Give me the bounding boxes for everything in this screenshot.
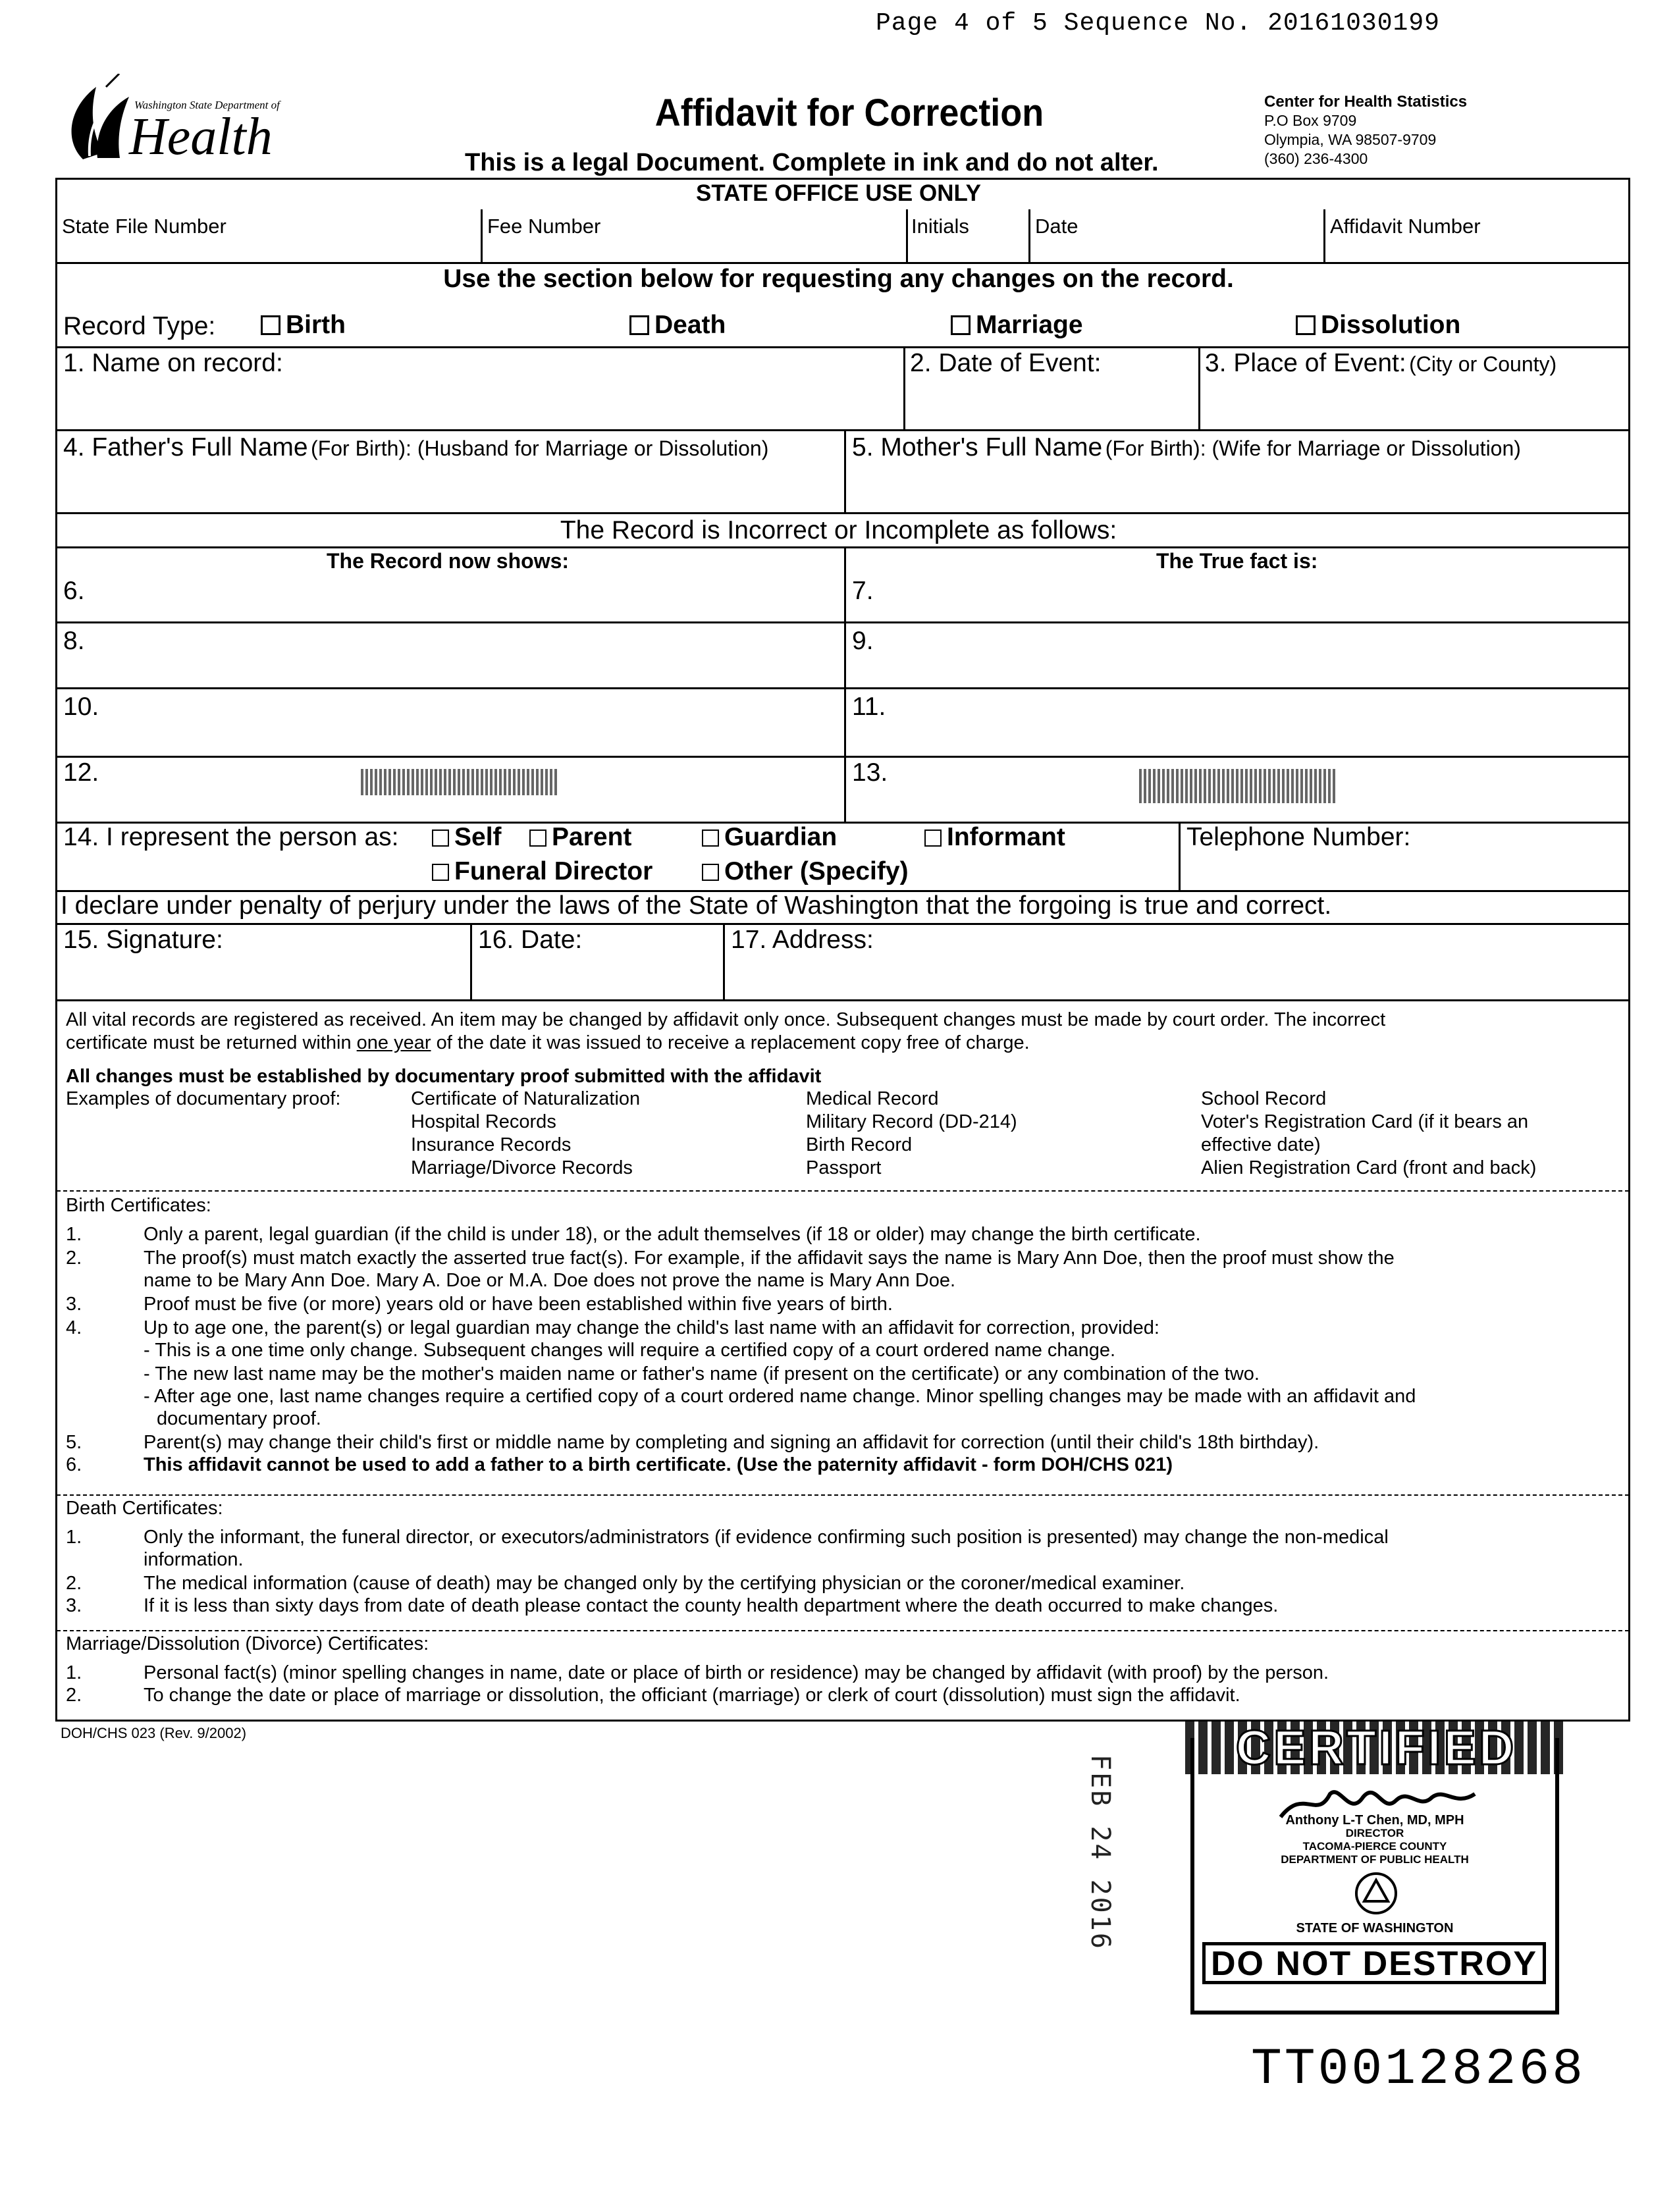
corrections-heading: The Record is Incorrect or Incomplete as follows: [560,516,1117,544]
proof-column-2: Medical Record Military Record (DD-214) Birth Record Passport [806,1088,1017,1178]
field-date-of-event[interactable]: 2. Date of Event: [910,349,1102,377]
logo-department-text: Washington State Department of [134,99,280,111]
center-phone: (360) 236-4300 [1264,150,1368,167]
checkbox-icon [924,830,942,847]
stamp-certified: CERTIFIED [1235,1720,1517,1775]
represent-guardian[interactable]: Guardian [702,823,837,852]
center-box: P.O Box 9709 [1264,112,1357,129]
represent-self[interactable]: Self [432,823,502,852]
date-stamp: FEB 24 2016 [1085,1754,1115,1951]
redaction-smudge [361,769,558,795]
checkbox-icon [1296,315,1316,335]
represent-parent[interactable]: Parent [529,823,631,852]
form-title: Affidavit for Correction [654,92,1044,134]
checkbox-icon [702,830,719,847]
field-name-on-record[interactable]: 1. Name on record: [63,349,283,377]
correction-10[interactable]: 10. [63,693,99,721]
center-city: Olympia, WA 98507-9709 [1264,131,1437,148]
state-seal-icon [1351,1868,1401,1918]
stamp-director-block: Anthony L-T Chen, MD, MPH DIRECTOR TACOMA-PIERCE COUNTY DEPARTMENT OF PUBLIC HEALTH [1281,1813,1469,1866]
examples-label: Examples of documentary proof: [66,1088,341,1109]
office-heading: STATE OFFICE USE ONLY [695,180,981,206]
correction-12[interactable]: 12. [63,758,99,787]
birth-list: 1. Only a parent, legal guardian (if the child is under 18), or the adult themselves (if 18 or older) may change the birth certificate. 2. The proof(s) must match exactly the asserted true fact(s). For example, if the affidavit says the name is Mary Ann Doe, then the proof must show the name to be Mary Ann Doe. Mary A. Doe or M.A. Doe does not prove the name is Mary Ann Doe. 3. Proof must be five (or more) years old or have been established within five years of birth. 4. Up to age one, the parent(s) or legal guardian may change the child's last name with an affidavit for correction, provided: - This is a one time only change. Subsequent changes will require a certified copy of a court ordered name change. - The new last name may be the mother's maiden name or father's name (if present on the certificate) or any combination of the two. - After age one, last name changes require a certified copy of a court ordered name change. Minor spelling changes may be made with an affidavit and documentary proof. 5. Parent(s) may change their child's first or middle name by completing and signing an affidavit for correction (until their child's 18th birthday). 6. This affidavit cannot be used to add a father to a birth certificate. (Use the paternity affidavit - form DOH/CHS 021) [66,1224,1416,1475]
correction-6[interactable]: 6. [63,577,85,605]
field-initials[interactable]: Initials [911,215,969,238]
field-affidavit-number[interactable]: Affidavit Number [1330,215,1481,238]
proof-column-3: School Record Voter's Registration Card (if it bears an effective date) Alien Registration Card (front and back) [1201,1088,1537,1178]
checkbox-icon [432,864,449,881]
birth-heading: Birth Certificates: [66,1195,211,1216]
record-type-marriage[interactable]: Marriage [951,311,1083,340]
field-father-name[interactable]: 4. Father's Full Name (For Birth): (Husband for Marriage or Dissolution) [63,433,769,461]
represent-other[interactable]: Other (Specify) [702,857,909,886]
field-mother-name[interactable]: 5. Mother's Full Name (For Birth): (Wife for Marriage or Dissolution) [852,433,1521,461]
correction-11[interactable]: 11. [852,693,886,721]
logo-health-text: Health [129,108,273,166]
field-state-file-number[interactable]: State File Number [62,215,226,238]
record-now-shows-heading: The Record now shows: [327,549,570,573]
field-date[interactable]: Date [1035,215,1078,238]
proof-column-1: Certificate of Naturalization Hospital Records Insurance Records Marriage/Divorce Records [411,1088,641,1178]
control-number: TT00128268 [1251,2041,1586,2099]
checkbox-icon [261,315,280,335]
field-signature-date[interactable]: 16. Date: [478,926,583,954]
checkbox-icon [702,864,719,881]
declaration-text: I declare under penalty of perjury under the laws of the State of Washington that the forgoing is true and correct. [61,891,1332,920]
record-type-birth[interactable]: Birth [261,311,346,340]
field-signature[interactable]: 15. Signature: [63,926,223,954]
form-id: DOH/CHS 023 (Rev. 9/2002) [61,1725,247,1741]
field-fee-number[interactable]: Fee Number [487,215,601,238]
death-list: 1. Only the informant, the funeral director, or executors/administrators (if evidence confirming such position is presented) may change the non-medical information. 2. The medical information (cause of death) may be changed only by the certifying physician or the coroner/medical examiner. 3. If it is less than sixty days from date of death please contact the county health department where the death occurred to make changes. [66,1527,1389,1616]
death-heading: Death Certificates: [66,1498,223,1519]
sequence-line: Page 4 of 5 Sequence No. 20161030199 [876,9,1440,38]
correction-9[interactable]: 9. [852,627,874,655]
represent-label: 14. I represent the person as: [63,823,399,851]
stamp-do-not-destroy: DO NOT DESTROY [1202,1942,1546,1984]
field-telephone-number[interactable]: Telephone Number: [1186,823,1411,851]
true-fact-heading: The True fact is: [1156,549,1318,573]
center-name: Center for Health Statistics [1264,93,1468,111]
checkbox-icon [951,315,971,335]
info-paragraph: All vital records are registered as received. An item may be changed by affidavit only once. Subsequent changes must be made by court order. The incorrect certificate must be returned within one year of the date it was issued to receive a replacement copy free of charge. [66,1009,1386,1053]
represent-funeral-director[interactable]: Funeral Director [432,857,652,886]
field-place-of-event[interactable]: 3. Place of Event: (City or County) [1205,349,1557,377]
stamp-state: STATE OF WASHINGTON [1296,1921,1454,1936]
correction-13[interactable]: 13. [852,758,888,787]
proof-heading: All changes must be established by documentary proof submitted with the affidavit [66,1066,822,1087]
correction-8[interactable]: 8. [63,627,85,655]
section-heading: Use the section below for requesting any changes on the record. [443,265,1234,293]
checkbox-icon [629,315,649,335]
redaction-smudge [1139,769,1337,803]
record-type-death[interactable]: Death [629,311,726,340]
checkbox-icon [529,830,546,847]
center-address [1264,92,1467,169]
represent-informant[interactable]: Informant [924,823,1065,852]
field-address[interactable]: 17. Address: [731,926,874,954]
checkbox-icon [432,830,449,847]
health-logo-icon [57,74,136,166]
record-type-label: Record Type: [63,312,216,340]
record-type-dissolution[interactable]: Dissolution [1296,311,1460,340]
correction-7[interactable]: 7. [852,577,874,605]
marriage-heading: Marriage/Dissolution (Divorce) Certificates: [66,1633,429,1654]
marriage-list: 1. Personal fact(s) (minor spelling changes in name, date or place of birth or residence) may be changed by affidavit (with proof) by the person. 2. To change the date or place of marriage or dissolution, the officiant (marriage) or clerk of court (dissolution) must sign the affidavit. [66,1662,1329,1706]
